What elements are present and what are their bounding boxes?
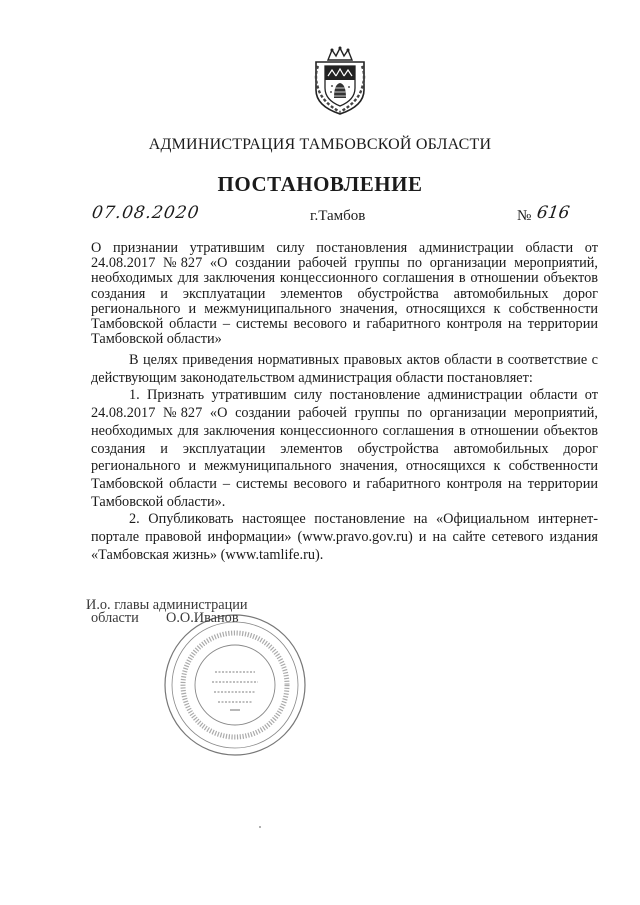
coat-of-arms-icon (312, 46, 368, 116)
document-body (91, 352, 598, 564)
signature-position-line2: области (91, 610, 139, 626)
document-subject: О признании утратившим силу постановления администрации области от 24.08.2017 №827 «О создании рабочей группы по организации мероприятий, необходимых для заключения концессионного соглашения в отношении объектов создания и эксплуатации элементов обустройства автомобильных дорог регионального и межмуниципального значения, относящихся к собственности Тамбовской области – системы весового и габаритного контроля на территории Тамбовской области» (91, 240, 598, 348)
document-number: 616 (535, 203, 571, 223)
document-date: 07.08.2020 (90, 203, 201, 223)
document-type-title: ПОСТАНОВЛЕНИЕ (217, 172, 423, 196)
signature-name: О.О.Иванов (166, 610, 239, 626)
document-number-label: № (517, 208, 532, 224)
scan-speck (259, 826, 261, 828)
document-city: г.Тамбов (310, 208, 366, 224)
signature-position-line1: И.о. главы администрации (86, 597, 248, 613)
body-item-2: 2. Опубликовать настоящее постановление на «Официальном интернет-портале правовой информации» (www.pravo.gov.ru) и на сайте сетевого издания «Тамбовская жизнь» (www.tamlife.ru). (91, 511, 598, 563)
organization-heading: АДМИНИСТРАЦИЯ ТАМБОВСКОЙ ОБЛАСТИ (148, 136, 492, 153)
body-item-1: 1. Признать утратившим силу постановление администрации области от 24.08.2017 №827 «О создании рабочей группы по организации мероприятий, необходимых для заключения концессионного соглашения в отношении объектов создания и эксплуатации элементов обустройства автомобильных дорог регионального и межмуниципального значения, относящихся к собственности Тамбовской области – системы весового и габаритного контроля на территории Тамбовской области». (91, 387, 598, 510)
body-intro: В целях приведения нормативных правовых актов области в соответствие с действующим законодательством администрация области постановляет: (91, 352, 598, 386)
official-seal-icon (160, 610, 310, 760)
